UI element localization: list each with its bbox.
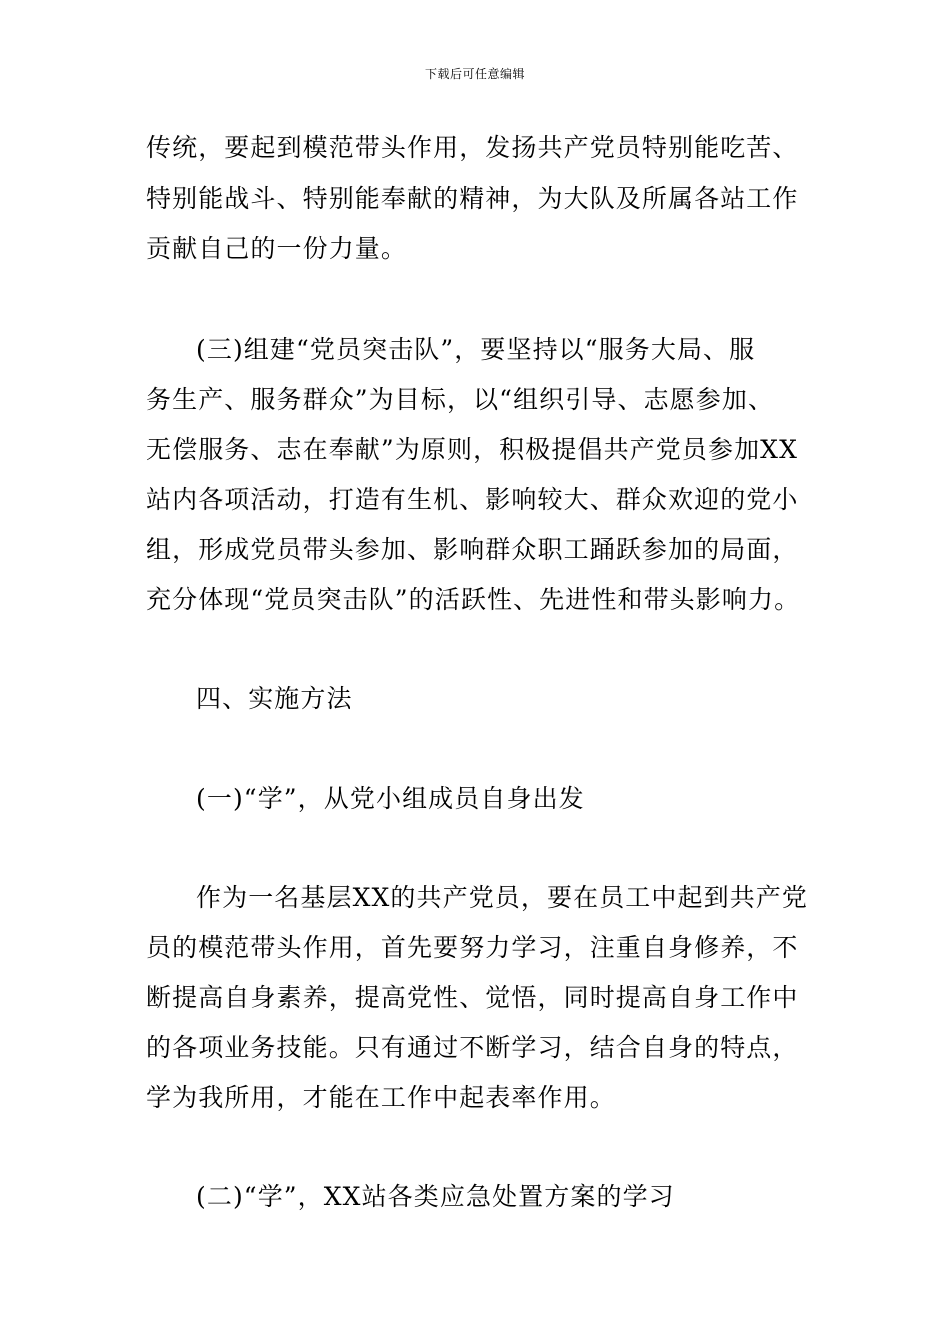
text-line: 员的模范带头作用，首先要努力学习，注重自身修养，不 (146, 933, 799, 962)
text-line: 组，形成党员带头参加、影响群众职工踊跃参加的局面， (146, 535, 799, 564)
section-heading: 四、实施方法 (196, 684, 353, 713)
text-line: 作为一名基层XX的共产党员，要在员工中起到共产党 (196, 883, 808, 912)
text-line: 无偿服务、志在奉献”为原则，积极提倡共产党员参加XX (146, 435, 798, 464)
text-line: (三)组建“党员突击队”，要坚持以“服务大局、服 (196, 335, 756, 364)
text-line: 务生产、服务群众”为目标，以“组织引导、志愿参加、 (146, 385, 775, 414)
subsection-heading: (一)“学”，从党小组成员自身出发 (196, 784, 585, 813)
text-line: 贡献自己的一份力量。 (146, 234, 408, 263)
text-line: 学为我所用，才能在工作中起表率作用。 (146, 1083, 616, 1112)
text-line: 特别能战斗、特别能奉献的精神，为大队及所属各站工作 (146, 184, 799, 213)
text-line: 传统，要起到模范带头作用，发扬共产党员特别能吃苦、 (146, 133, 799, 162)
text-line: 站内各项活动，打造有生机、影响较大、群众欢迎的党小 (146, 485, 799, 514)
header-note: 下载后可任意编辑 (424, 67, 525, 81)
text-line: 断提高自身素养，提高党性、觉悟，同时提高自身工作中 (146, 983, 799, 1012)
text-line: 的各项业务技能。只有通过不断学习，结合自身的特点， (146, 1033, 799, 1062)
subsection-heading: (二)“学”，XX站各类应急处置方案的学习 (196, 1182, 675, 1211)
text-line: 充分体现“党员突击队”的活跃性、先进性和带头影响力。 (146, 585, 801, 614)
